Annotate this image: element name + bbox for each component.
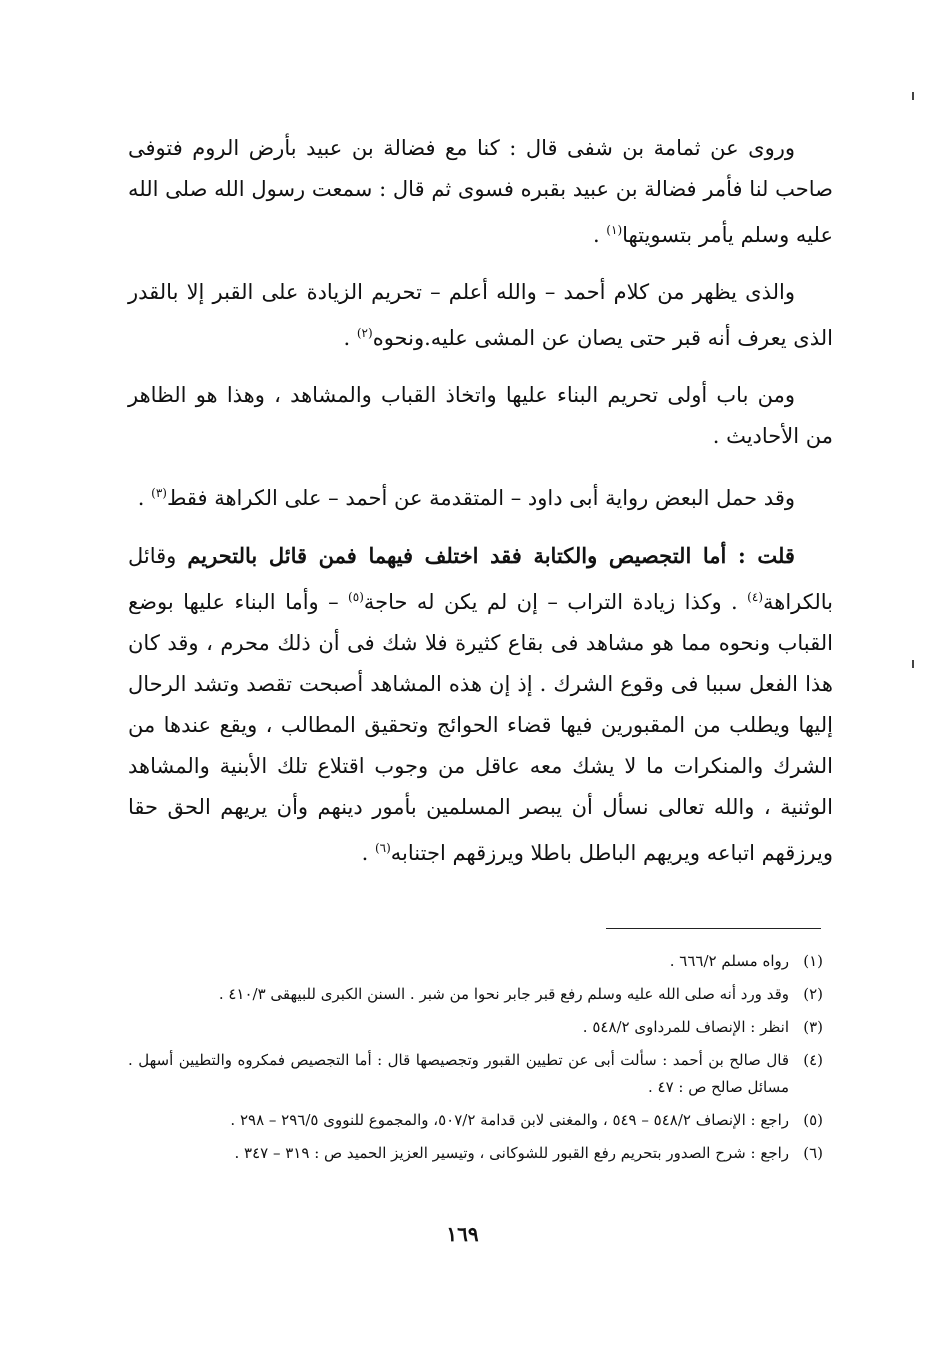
footnote	[128, 948, 823, 975]
footnote-ref-4[interactable]: (٤)	[747, 590, 763, 604]
paragraph-1: وروى عن ثمامة بن شفى قال : كنا مع فضالة بن عبيد بأرض الروم فتوفى صاحب لنا فأمر فضالة بن عبيد بقبره فسوى ثم قال : سمعت رسول الله صلى الله عليه وسلم يأمر بتسويتها$^{(١)}$ .	[128, 136, 833, 247]
footnote-text: راجع : الإنصاف ٥٤٨/٢ – ٥٤٩ ، والمغنى لابن قدامة ٥٠٧/٢، والمجموع للنووى ٢٩٦/٥ – ٢٩٨ .	[230, 1111, 789, 1129]
footnote-number: (١)	[803, 952, 823, 970]
footnote-text: قال صالح بن أحمد : سألت أبى عن تطيين القبور وتجصيصها قال : أما التجصيص فمكروه والتطيين أسهل . مسائل صالح ص : ٤٧ .	[128, 1051, 789, 1096]
footnote	[128, 1140, 823, 1167]
footnote	[128, 1107, 823, 1134]
footnote	[128, 1014, 823, 1041]
footnote-ref-1[interactable]: (١)	[606, 223, 623, 237]
paragraph-lead: قلت : أما التجصيص والكتابة فقد اختلف فيهما فمن قائل بالتحريم	[187, 543, 795, 568]
paragraph-3: ومن باب أولى تحريم البناء عليها واتخاذ القباب والمشاهد ، وهذا هو الظاهر من الأحاديث .	[128, 383, 833, 448]
page-number: ١٦٩	[446, 1222, 479, 1246]
main-text	[128, 128, 833, 890]
footnotes	[128, 948, 823, 1173]
paragraph-2: والذى يظهر من كلام أحمد – والله أعلم – تحريم الزيادة على القبر إلا بالقدر الذى يعرف أنه قبر حتى يصان عن المشى عليه.ونحوه$^{(٢)}$ .	[128, 280, 833, 350]
footnote-number: (٥)	[803, 1111, 823, 1129]
footnote-number: (٣)	[803, 1018, 823, 1036]
footnote-ref-6[interactable]: (٦)	[374, 841, 391, 855]
scan-mark	[912, 660, 914, 668]
paragraph-4: وقد حمل البعض رواية أبى داود – المتقدمة عن أحمد – على الكراهة فقط$^{(٣)}$ .	[137, 486, 795, 510]
paragraph-5: قلت : أما التجصيص والكتابة فقد اختلف فيهما فمن قائل بالتحريم وقائل بالكراهة$^{(٤)}$ . وكذا زيادة التراب – إن لم يكن له حاجة$^{(٥)}$ – وأما البناء عليها بوضع القباب ونحوه مما هو مشاهد فى بقاع كثيرة فلا شك فى أن ذلك محرم ، وقد كان هذا الفعل سببا فى وقوع الشرك . إذ إن هذه المشاهد أصبحت تقصد وتشد الرحال إليها ويطلب من المقبورين فيها قضاء الحوائج وتحقيق المطالب ، ويقع عندها من الشرك والمنكرات ما لا يشك معه عاقل من وجوب اقتلاع تلك الأبنية والمشاهد الوثنية ، والله تعالى نسأل أن يبصر المسلمين بأمور دينهم وأن يريهم الحق حقا ويرزقهم اتباعه ويريهم الباطل باطلا ويرزقهم اجتنابه$^{(٦)}$ .	[128, 543, 833, 865]
footnote	[128, 981, 823, 1008]
footnote-text: وقد ورد أنه صلى الله عليه وسلم رفع قبر جابر نحوا من شبر . السنن الكبرى للبيهقى ٤١٠/٣ .	[218, 985, 789, 1003]
footnote	[128, 1047, 823, 1101]
footnote-text: راجع : شرح الصدور بتحريم رفع القبور للشوكانى ، وتيسير العزيز الحميد ص : ٣١٩ – ٣٤٧ .	[234, 1144, 789, 1162]
scan-mark	[912, 92, 914, 100]
footnote-text: انظر : الإنصاف للمرداوى ٥٤٨/٢ .	[582, 1018, 789, 1036]
footnote-text: رواه مسلم ٦٦٦/٢ .	[669, 952, 789, 970]
footnote-ref-3[interactable]: (٣)	[151, 486, 167, 500]
footnote-number: (٤)	[803, 1051, 823, 1069]
footnote-divider	[606, 928, 821, 929]
footnote-number: (٦)	[803, 1144, 823, 1162]
footnote-ref-5[interactable]: (٥)	[348, 590, 364, 604]
footnote-number: (٢)	[803, 985, 823, 1003]
footnote-ref-2[interactable]: (٢)	[356, 326, 373, 340]
